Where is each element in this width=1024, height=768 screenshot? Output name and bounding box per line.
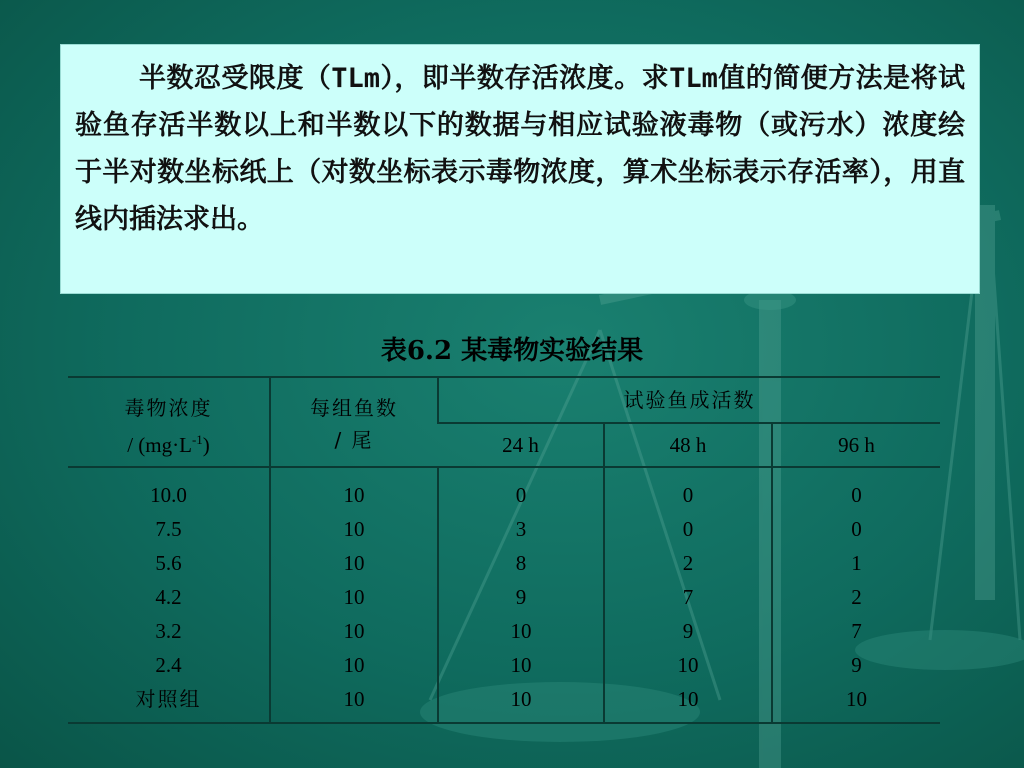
survival-group-header: 试验鱼成活数 — [438, 377, 940, 423]
cell-conc: 3.2 — [155, 619, 182, 643]
cell-h96: 10 — [846, 687, 867, 711]
cell-h48: 0 — [682, 517, 694, 541]
header-96h: 96 h — [772, 423, 940, 467]
table-body-row — [68, 467, 940, 723]
cell-n: 10 — [343, 585, 365, 609]
cell-h96: 0 — [851, 483, 862, 507]
cell-h96: 7 — [851, 619, 862, 643]
concentration-header: 毒物浓度 / $(mg\cdot L^{-1})$ — [68, 377, 270, 467]
cell-conc: 7.5 — [155, 517, 182, 541]
cell-h24: 3 — [515, 517, 527, 541]
cell-h24: 10 — [510, 687, 532, 711]
results-table — [68, 376, 940, 724]
concentration-column — [68, 467, 270, 723]
survival-48h-column — [604, 467, 772, 723]
cell-n: 10 — [343, 517, 365, 541]
header-48h: 48 h — [604, 423, 772, 467]
fish-count-header: 每组鱼数 / 尾 — [270, 377, 438, 467]
cell-n: 10 — [343, 619, 365, 643]
description-paragraph: 半数忍受限度（TLm），即半数存活浓度。求TLm值的简便方法是将试验鱼存活半数以上和半数以下的数据与相应试验液毒物（或污水）浓度绘于半对数坐标纸上（对数坐标表示毒物浓度，算术坐标表示存活率），用直线内插法求出。 — [75, 63, 965, 235]
header-row — [68, 377, 940, 423]
cell-conc: 4.2 — [155, 585, 182, 609]
cell-h96: 2 — [851, 585, 862, 609]
cell-n: 10 — [343, 653, 365, 677]
header-24h: 24 h — [438, 423, 604, 467]
cell-h48: 7 — [682, 585, 694, 609]
cell-h48: 0 — [682, 483, 694, 507]
cell-h48: 10 — [677, 687, 699, 711]
survival-24h-column — [438, 467, 604, 723]
description-textbox — [60, 44, 980, 294]
cell-h24: 10 — [510, 619, 532, 643]
cell-h24: 8 — [515, 551, 527, 575]
cell-h24: 10 — [510, 653, 532, 677]
cell-conc: 5.6 — [155, 551, 182, 575]
survival-96h-column — [772, 467, 940, 723]
cell-h48: 10 — [677, 653, 699, 677]
cell-conc: 2.4 — [155, 653, 182, 677]
cell-h96: 1 — [851, 551, 862, 575]
cell-h24: 9 — [515, 585, 527, 609]
cell-n: 10 — [343, 483, 365, 507]
cell-h48: 9 — [682, 619, 694, 643]
cell-n: 10 — [343, 687, 365, 711]
cell-conc: 对照组 — [135, 687, 202, 711]
table-caption: 表6.2 某毒物实验结果 — [380, 336, 644, 366]
cell-h96: 9 — [851, 653, 862, 677]
cell-conc: 10.0 — [150, 483, 187, 507]
fish-count-column — [270, 467, 438, 723]
cell-h96: 0 — [851, 517, 862, 541]
cell-n: 10 — [343, 551, 365, 575]
cell-h48: 2 — [682, 551, 694, 575]
cell-h24: 0 — [515, 483, 527, 507]
